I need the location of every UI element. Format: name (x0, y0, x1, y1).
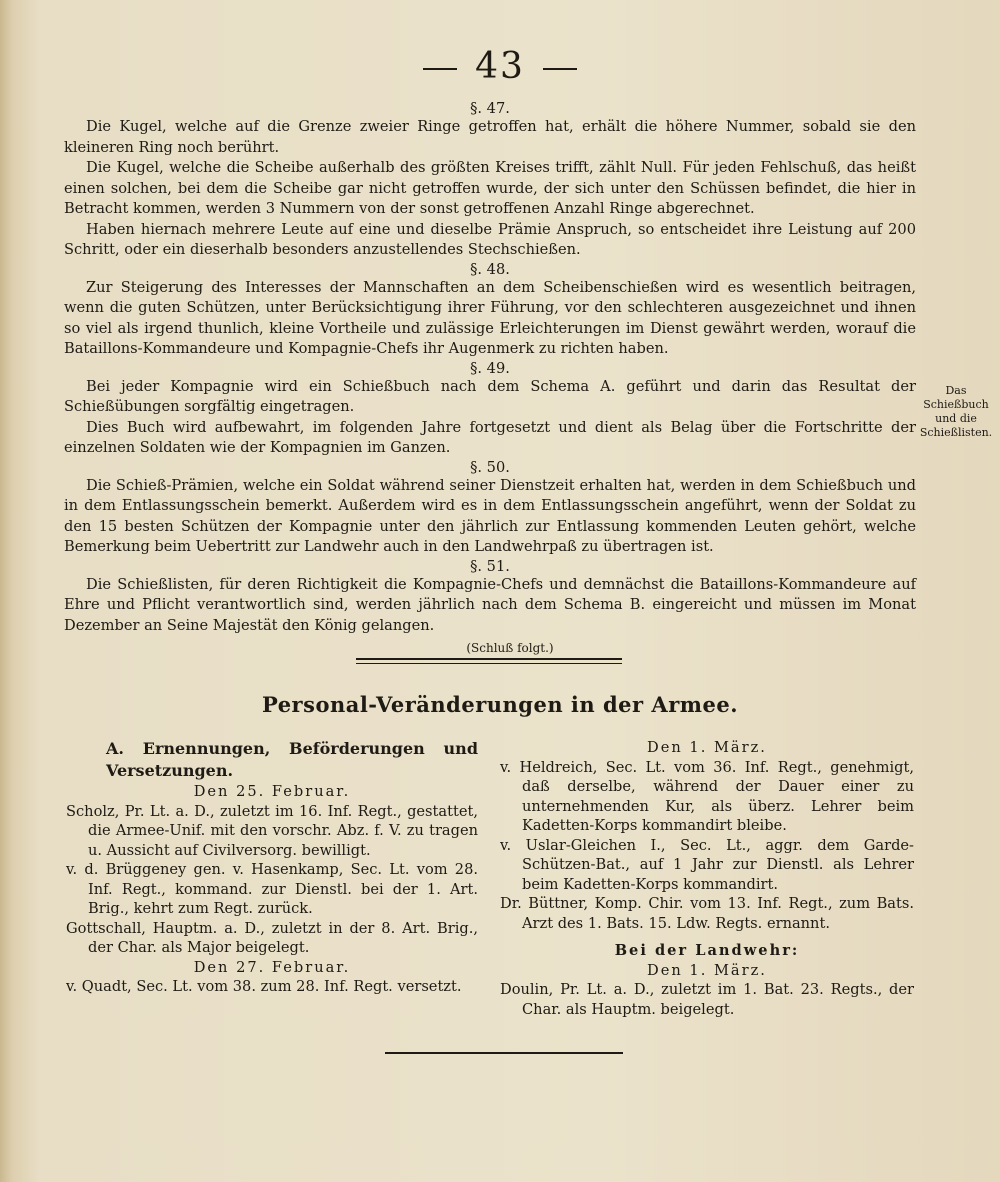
section-51-paragraph-1: Die Schießlisten, für deren Richtigkeit die Kompagnie-Chefs und demnächst die Bataillons-Kommandeure auf Ehre und Pflicht verantwortlich sind, werden jährlich nach dem Schema B. eingereicht und müssen im Monat Dezember an Seine Majestät den König gelangen. (64, 575, 916, 634)
section-47-paragraph-2: Die Kugel, welche die Scheibe außerhalb des größten Kreises trifft, zählt Null. Für jeden Fehlschuß, das heißt einen solchen, bei dem die Scheibe gar nicht getroffen wurde, der sich unter den Schüssen befindet, die hier in Betracht kommen, werden 3 Nummern von der sonst getroffenen Anzahl Ringe abgerechnet. (64, 159, 916, 217)
personnel-entry: Doulin, Pr. Lt. a. D., zuletzt im 1. Bat. 23. Regts., der Char. als Hauptm. beigelegt. (500, 981, 914, 1018)
section-48-paragraph-1: Zur Steigerung des Interesses der Mannschaften an dem Scheibenschießen wird es wesentlich beitragen, wenn die guten Schützen, unter Berücksichtigung ihrer Führung, vor den schlechteren ausgezeichnet und ihnen so viel als irgend thunlich, kleine Vortheile und zulässige Erleichterungen im Dienst gewährt werden, worauf die Bataillons-Kommandeure und Kompagnie-Chefs ihr Augenmerk zu richten haben. (64, 278, 916, 357)
right-column (500, 738, 914, 1019)
date-heading: Den 25. Februar. (193, 783, 351, 800)
personnel-entry: v. Quadt, Sec. Lt. vom 38. zum 28. Inf. Regt. versetzt. (66, 978, 462, 995)
section-47-heading: §. 47. (470, 100, 510, 117)
section-50-heading: §. 50. (470, 458, 510, 476)
section-47-paragraph-1: Die Kugel, welche auf die Grenze zweier Ringe getroffen hat, erhält die höhere Nummer, sobald sie den kleineren Ring noch berührt. (64, 118, 916, 156)
date-heading: Den 1. März. (647, 961, 767, 979)
section-50-paragraph-1: Die Schieß-Prämien, welche ein Soldat während seiner Dienstzeit erhalten hat, werden in dem Schießbuch und in dem Entlassungsschein bemerkt. Außerdem wird es in dem Entlassungsschein angeführt, wenn der Soldat zu den 15 besten Schützen der Kompagnie unter den jährlich zur Entlassung kommenden Leuten gehört, welche Bemerkung beim Uebertritt zur Landwehr auch in den Landwehrpaß zu übertragen ist. (64, 476, 916, 555)
regulation-text (64, 100, 916, 659)
personnel-entry: v. Uslar-Gleichen I., Sec. Lt., aggr. dem Garde-Schützen-Bat., auf 1 Jahr zur Dienstl. als Lehrer beim Kadetten-Korps kommandirt. (500, 836, 914, 893)
section-a-title: A. Ernennungen, Beförderungen und Versetzungen. (106, 739, 478, 780)
section-49-heading: §. 49. (470, 359, 510, 377)
page-number (0, 46, 1000, 87)
personnel-entry: v. d. Brüggeney gen. v. Hasenkamp, Sec. Lt. vom 28. Inf. Regt., kommand. zur Dienstl. bei der 1. Art. Brig., kehrt zum Regt. zurück. (66, 861, 478, 917)
personnel-entry: Dr. Büttner, Komp. Chir. vom 13. Inf. Regt., zum Bats. Arzt des 1. Bats. 15. Ldw. Regts. ernannt. (500, 895, 914, 932)
continuation-note: (Schluß folgt.) (466, 641, 554, 655)
personnel-entry: v. Heldreich, Sec. Lt. vom 36. Inf. Regt., genehmigt, daß derselbe, während der Dauer einer zu unternehmenden Kur, als überz. Lehrer beim Kadetten-Korps kommandirt bleibe. (500, 758, 914, 834)
date-heading: Den 1. März. (647, 739, 767, 756)
personnel-entry: Gottschall, Hauptm. a. D., zuletzt in der 8. Art. Brig., der Char. als Major beigelegt. (66, 919, 478, 956)
personnel-headline: Personal-Veränderungen in der Armee. (261, 692, 739, 717)
left-dash (423, 68, 457, 70)
left-column (66, 738, 478, 997)
right-dash (543, 68, 577, 70)
date-heading: Den 27. Februar. (193, 958, 351, 976)
section-48-heading: §. 48. (470, 260, 510, 278)
personnel-entry: Scholz, Pr. Lt. a. D., zuletzt im 16. Inf. Regt., gestattet, die Armee-Unif. mit den vorschr. Abz. f. V. zu tragen u. Aussicht auf Civilversorg. bewilligt. (66, 802, 478, 859)
section-49-paragraph-2: Dies Buch wird aufbewahrt, im folgenden Jahre fortgesetzt und dient als Belag über die Fortschritte der einzelnen Soldaten wie der Kompagnien im Ganzen. (64, 418, 916, 456)
bottom-rule (385, 1052, 623, 1054)
section-47-paragraph-3: Haben hiernach mehrere Leute auf eine und dieselbe Prämie Anspruch, so entscheidet ihre Leistung auf 200 Schritt, oder ein dieserhalb besonders anzustellendes Stechschießen. (64, 220, 916, 258)
landwehr-subheading: Bei der Landwehr: (614, 942, 800, 959)
section-51-heading: §. 51. (470, 557, 510, 575)
section-49-paragraph-1: Bei jeder Kompagnie wird ein Schießbuch nach dem Schema A. geführt und darin das Resultat der Schießübungen sorgfältig eingetragen. (64, 377, 916, 415)
margin-note: Das Schießbuch und die Schießlisten. (919, 384, 993, 439)
section-divider (356, 658, 622, 664)
page-number-value: 43 (475, 46, 525, 87)
